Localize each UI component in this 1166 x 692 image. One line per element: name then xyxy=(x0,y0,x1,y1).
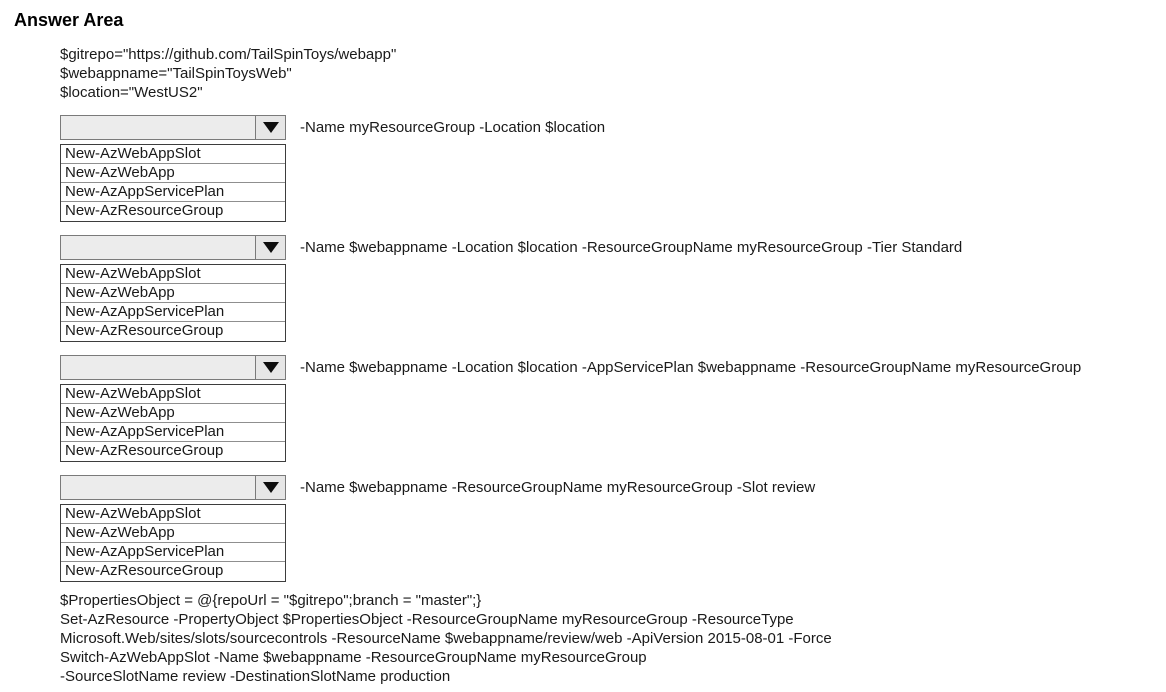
options-list-4 xyxy=(60,504,286,582)
code-line: $PropertiesObject = @{repoUrl = "$gitrepo";branch = "master";} xyxy=(60,592,482,609)
dropdown-row xyxy=(60,115,1166,140)
code-line: Microsoft.Web/sites/slots/sourcecontrols -ResourceName $webappname/review/web -ApiVersion 2015-08-01 -Force xyxy=(60,630,832,647)
code-line: Switch-AzWebAppSlot -Name $webappname -ResourceGroupName myResourceGroup xyxy=(60,649,647,666)
select-value xyxy=(61,236,255,259)
dropdown-option[interactable]: New-AzWebAppSlot xyxy=(61,385,285,404)
command-select-3[interactable] xyxy=(60,355,286,380)
dropdown-option[interactable]: New-AzWebApp xyxy=(61,524,285,543)
dropdown-option[interactable]: New-AzResourceGroup xyxy=(65,442,224,459)
options-list-3 xyxy=(60,384,286,462)
command-select-1[interactable] xyxy=(60,115,286,140)
chevron-down-icon xyxy=(263,482,279,493)
dropdown-block-3 xyxy=(60,355,1166,462)
dropdown-arrow-button[interactable] xyxy=(255,116,285,139)
select-value xyxy=(61,116,255,139)
code-line: Set-AzResource -PropertyObject $PropertiesObject -ResourceGroupName myResourceGroup -ResourceType xyxy=(60,611,794,628)
dropdown-option[interactable]: New-AzAppServicePlan xyxy=(61,423,285,442)
answer-area-content xyxy=(60,45,1166,686)
select-value xyxy=(61,476,255,499)
dropdown-option[interactable]: New-AzAppServicePlan xyxy=(61,183,285,202)
chevron-down-icon xyxy=(263,362,279,373)
dropdown-block-2 xyxy=(60,235,1166,342)
dropdown-option[interactable]: New-AzWebApp xyxy=(61,284,285,303)
dropdown-option[interactable]: New-AzWebAppSlot xyxy=(61,265,285,284)
chevron-down-icon xyxy=(263,242,279,253)
command-select-4[interactable] xyxy=(60,475,286,500)
command-args-text: -Name $webappname -ResourceGroupName myResourceGroup -Slot review xyxy=(300,479,816,496)
dropdown-option[interactable]: New-AzAppServicePlan xyxy=(61,303,285,322)
code-block-bottom xyxy=(60,591,1166,686)
dropdown-arrow-button[interactable] xyxy=(255,356,285,379)
select-value xyxy=(61,356,255,379)
dropdown-option[interactable]: New-AzWebAppSlot xyxy=(61,145,285,164)
command-args-text: -Name myResourceGroup -Location $location xyxy=(300,119,606,136)
dropdown-row xyxy=(60,355,1166,380)
dropdown-option[interactable]: New-AzWebAppSlot xyxy=(61,505,285,524)
options-list-2 xyxy=(60,264,286,342)
dropdown-block-4 xyxy=(60,475,1166,582)
chevron-down-icon xyxy=(263,122,279,133)
code-block-top xyxy=(60,45,1166,102)
code-line: $location="WestUS2" xyxy=(60,84,203,101)
dropdown-block-1 xyxy=(60,115,1166,222)
dropdown-option[interactable]: New-AzAppServicePlan xyxy=(61,543,285,562)
dropdown-option[interactable]: New-AzWebApp xyxy=(61,164,285,183)
options-list-1 xyxy=(60,144,286,222)
command-args-text: -Name $webappname -Location $location -AppServicePlan $webappname -ResourceGroupName myResourceGroup xyxy=(300,359,1082,376)
dropdown-row xyxy=(60,235,1166,260)
answer-area xyxy=(0,10,1166,686)
dropdown-arrow-button[interactable] xyxy=(255,476,285,499)
command-select-2[interactable] xyxy=(60,235,286,260)
dropdown-row xyxy=(60,475,1166,500)
dropdown-option[interactable]: New-AzResourceGroup xyxy=(65,562,224,579)
dropdown-option[interactable]: New-AzResourceGroup xyxy=(65,202,224,219)
code-line: -SourceSlotName review -DestinationSlotName production xyxy=(60,668,451,685)
dropdown-arrow-button[interactable] xyxy=(255,236,285,259)
dropdown-option[interactable]: New-AzWebApp xyxy=(61,404,285,423)
code-line: $gitrepo="https://github.com/TailSpinToys/webapp" xyxy=(60,46,397,63)
code-line: $webappname="TailSpinToysWeb" xyxy=(60,65,292,82)
page-title: Answer Area xyxy=(14,10,124,30)
dropdown-option[interactable]: New-AzResourceGroup xyxy=(65,322,224,339)
command-args-text: -Name $webappname -Location $location -ResourceGroupName myResourceGroup -Tier Standard xyxy=(300,239,963,256)
